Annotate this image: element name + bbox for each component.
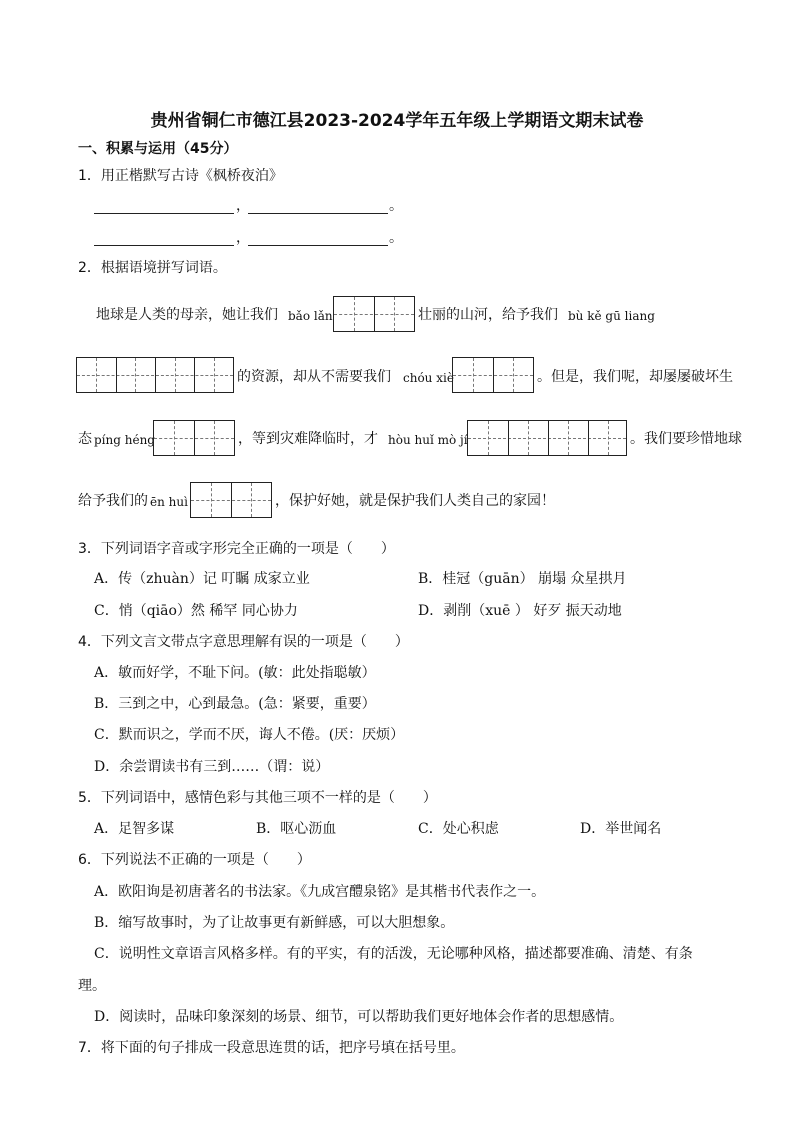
- passage-text: ，等到灾难降临时，才: [238, 431, 378, 447]
- writing-grid[interactable]: [190, 482, 272, 518]
- option-a[interactable]: A．足智多谋: [94, 821, 175, 837]
- punct-period: 。: [389, 198, 403, 214]
- punct-period: 。: [389, 230, 403, 246]
- question-5: 5．下列词语中，感情色彩与其他三项不一样的是（ ）: [78, 790, 437, 806]
- passage-text: 。但是，我们呢，却屡屡破坏生: [537, 369, 733, 385]
- writing-grid[interactable]: [76, 357, 234, 393]
- option-b[interactable]: B．桂冠（guān） 崩塌 众星拱月: [418, 571, 627, 587]
- section-heading: 一、积累与运用（45分）: [78, 141, 238, 157]
- option-a[interactable]: A．传（zhuàn）记 叮瞩 成家立业: [94, 571, 310, 587]
- punct-comma: ，: [236, 198, 250, 214]
- answer-blank[interactable]: [248, 244, 388, 246]
- passage-text: 的资源，却从不需要我们: [237, 369, 391, 385]
- pinyin-label: bǎo lǎn: [288, 309, 333, 323]
- passage-text: 给予我们的: [78, 493, 148, 509]
- option-d[interactable]: D．举世闻名: [580, 821, 662, 837]
- option-a[interactable]: A．欧阳询是初唐著名的书法家。《九成宫醴泉铭》是其楷书代表作之一。: [94, 884, 546, 900]
- option-c-continued: 理。: [78, 978, 106, 994]
- pinyin-label: hòu huǐ mò jí: [388, 433, 468, 447]
- option-d[interactable]: D．余尝谓读书有三到……（谓：说）: [94, 759, 330, 775]
- question-6: 6．下列说法不正确的一项是（ ）: [78, 852, 311, 868]
- question-3: 3．下列词语字音或字形完全正确的一项是（ ）: [78, 541, 395, 557]
- passage-text: 态: [78, 431, 92, 447]
- option-b[interactable]: B．呕心沥血: [256, 821, 337, 837]
- writing-grid[interactable]: [333, 296, 415, 332]
- option-d[interactable]: D．剥削（xuē ） 好歹 振天动地: [418, 603, 622, 619]
- passage-text: ，保护好她，就是保护我们人类自己的家园！: [275, 493, 555, 509]
- pinyin-label: píng héng: [94, 433, 155, 447]
- option-b[interactable]: B．缩写故事时，为了让故事更有新鲜感，可以大胆想象。: [94, 915, 455, 931]
- question-4: 4．下列文言文带点字意思理解有误的一项是（ ）: [78, 634, 409, 650]
- writing-grid[interactable]: [467, 420, 627, 456]
- question-2: 2．根据语境拼写词语。: [78, 260, 227, 276]
- writing-grid[interactable]: [452, 357, 534, 393]
- passage-text: 壮丽的山河，给予我们: [418, 307, 558, 323]
- writing-grid[interactable]: [153, 420, 235, 456]
- option-c[interactable]: C．默而识之，学而不厌，诲人不倦。(厌：厌烦）: [94, 727, 405, 743]
- option-a[interactable]: A．敏而好学，不耻下问。(敏：此处指聪敏）: [94, 665, 376, 681]
- option-c[interactable]: C．悄（qiāo）然 稀罕 同心协力: [94, 603, 298, 619]
- answer-blank[interactable]: [94, 244, 234, 246]
- option-c[interactable]: C．处心积虑: [418, 821, 499, 837]
- option-c[interactable]: C．说明性文章语言风格多样。有的平实，有的活泼，无论哪种风格，描述都要准确、清楚、有条: [94, 946, 693, 962]
- pinyin-label: chóu xiè: [403, 371, 454, 385]
- passage-text: 。我们要珍惜地球: [630, 431, 742, 447]
- punct-comma: ，: [236, 230, 250, 246]
- question-1: 1．用正楷默写古诗《枫桥夜泊》: [78, 168, 283, 184]
- passage-text: 地球是人类的母亲，她让我们: [96, 307, 278, 323]
- pinyin-label: bù kě gū liang: [568, 309, 655, 323]
- pinyin-label: ēn huì: [150, 495, 188, 509]
- option-b[interactable]: B．三到之中，心到最急。(急：紧要，重要）: [94, 696, 376, 712]
- question-7: 7．将下面的句子排成一段意思连贯的话，把序号填在括号里。: [78, 1040, 465, 1056]
- answer-blank[interactable]: [248, 212, 388, 214]
- option-d[interactable]: D．阅读时，品味印象深刻的场景、细节，可以帮助我们更好地体会作者的思想感情。: [94, 1009, 624, 1025]
- answer-blank[interactable]: [94, 212, 234, 214]
- exam-title: 贵州省铜仁市德江县2023-2024学年五年级上学期语文期末试卷: [150, 111, 644, 131]
